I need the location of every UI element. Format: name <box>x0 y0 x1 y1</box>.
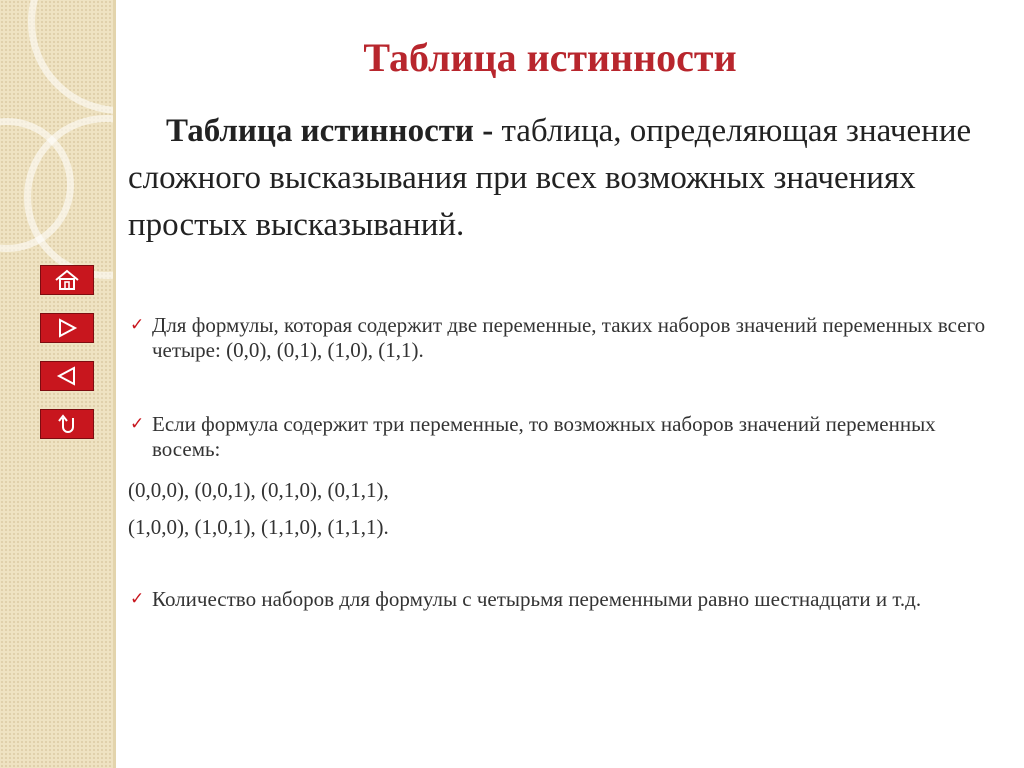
side-band-edge <box>113 0 116 768</box>
checkmark-icon: ✓ <box>130 414 145 434</box>
return-icon <box>54 412 80 436</box>
list-item <box>130 412 1000 462</box>
home-icon <box>54 269 80 291</box>
bullet-text: Если формула содержит три переменные, то возможных наборов значений переменных восемь: <box>152 412 936 461</box>
list-item <box>130 587 1000 612</box>
definition-term: Таблица истинности - <box>166 113 494 149</box>
checkmark-icon: ✓ <box>130 315 145 335</box>
definition-text: таблица, определяющая значение сложного высказывания при всех возможных значениях простых высказываний. <box>128 113 972 243</box>
previous-slide-button[interactable] <box>40 361 94 391</box>
home-button[interactable] <box>40 265 94 295</box>
bullet-text: Количество наборов для формулы с четырьмя переменными равно шестнадцати и т.д. <box>152 587 922 611</box>
list-item <box>130 313 1000 363</box>
sets-line: (0,0,0), (0,0,1), (0,1,0), (0,1,1), <box>128 478 389 502</box>
bullet-text: Для формулы, которая содержит две переменные, таких наборов значений переменных всего четыре: (0,0), (0,1), (1,0), (1,1). <box>152 313 986 362</box>
play-back-icon <box>54 365 80 387</box>
definition-paragraph <box>128 108 988 249</box>
slide-title: Таблица истинности <box>363 35 737 80</box>
next-slide-button[interactable] <box>40 313 94 343</box>
play-forward-icon <box>54 317 80 339</box>
return-button[interactable] <box>40 409 94 439</box>
decor-circle <box>28 0 113 114</box>
sets-line: (1,0,0), (1,0,1), (1,1,0), (1,1,1). <box>128 515 389 539</box>
checkmark-icon: ✓ <box>130 589 145 609</box>
